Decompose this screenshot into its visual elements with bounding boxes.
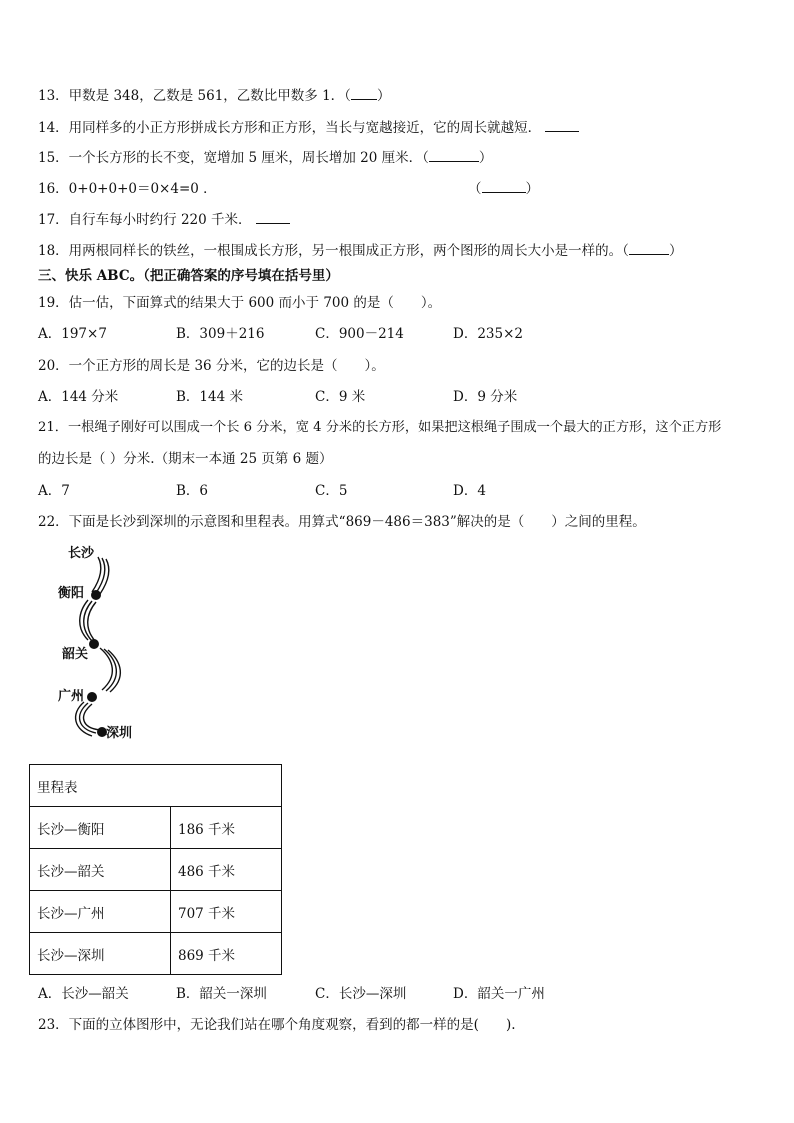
question-15: 15．一个长方形的长不变，宽增加 5 厘米，周长增加 20 厘米．（ ） [38,150,493,166]
question-23: 23．下面的立体图形中，无论我们站在哪个角度观察，看到的都一样的是( ). [38,1017,516,1033]
answer-blank[interactable] [351,87,377,100]
question-13-text: 13．甲数是 348，乙数是 561，乙数比甲数多 1．（ [38,88,351,104]
distance-cell: 707 千米 [171,891,282,933]
mileage-table [29,764,282,975]
question-14-text: 14．用同样多的小正方形拼成长方形和正方形，当长与宽越接近，它的周长就越短． [38,120,542,136]
route-map [40,540,160,750]
option-d[interactable]: D．9 分米 [453,389,518,405]
question-22-options [38,982,638,1002]
question-13: 13．甲数是 348，乙数是 561，乙数比甲数多 1．（ ） [38,88,391,104]
question-17-text: 17．自行车每小时约行 220 千米． [38,212,252,228]
option-c[interactable]: C．5 [315,483,348,499]
option-b[interactable]: B．144 米 [176,389,243,405]
table-row [30,849,282,891]
option-d[interactable]: D．韶关一广州 [453,986,545,1002]
option-b[interactable]: B．6 [176,483,209,499]
city-label-shenzhen: 深圳 [106,726,133,741]
answer-blank[interactable] [629,242,669,255]
distance-cell: 486 千米 [171,849,282,891]
question-18-text: 18．用两根同样长的铁丝，一根围成长方形，另一根围成正方形，两个图形的周长大小是一样的。（ [38,243,629,259]
question-21-line2: 的边长是（ ）分米.（期末一本通 25 页第 6 题） [38,451,333,467]
city-label-hengyang: 衡阳 [58,586,85,601]
question-20-options [38,385,638,405]
city-label-guangzhou: 广州 [58,689,85,704]
answer-blank[interactable] [482,180,526,193]
station-dot [87,692,97,702]
route-cell: 长沙—韶关 [30,849,171,891]
answer-blank[interactable] [545,119,579,132]
station-dot [91,590,101,600]
option-d[interactable]: D．235×2 [453,326,523,342]
question-16-text: 16．0+0+0+0＝0×4=0 ． [38,181,217,197]
city-label-changsha: 长沙 [68,546,95,561]
table-row [30,807,282,849]
option-a[interactable]: A．144 分米 [38,389,119,405]
question-21-options [38,479,638,499]
option-b[interactable]: B．309＋216 [176,326,265,342]
option-a[interactable]: A．7 [38,483,70,499]
question-22: 22．下面是长沙到深圳的示意图和里程表。用算式“869－486＝383”解决的是（ ）之间的里程。 [38,514,646,530]
route-cell: 长沙—深圳 [30,933,171,975]
table-row [30,891,282,933]
option-a[interactable]: A．长沙—韶关 [38,986,129,1002]
question-16: 16．0+0+0+0＝0×4=0 ． （ ） [38,181,539,197]
route-cell: 长沙—广州 [30,891,171,933]
question-19: 19．估一估，下面算式的结果大于 600 而小于 700 的是（ ）。 [38,295,442,311]
distance-cell: 869 千米 [171,933,282,975]
question-21-line1: 21．一根绳子刚好可以围成一个长 6 分米，宽 4 分米的长方形，如果把这根绳子围成一个最大的正方形，这个正方形 [38,420,722,435]
answer-blank[interactable] [429,149,479,162]
question-17 [38,208,290,228]
route-cell: 长沙—衡阳 [30,807,171,849]
option-d[interactable]: D．4 [453,483,486,499]
table-row [30,933,282,975]
answer-blank[interactable] [256,211,290,224]
option-b[interactable]: B．韶关一深圳 [176,986,267,1002]
station-dot [89,639,99,649]
question-19-options [38,322,638,342]
option-c[interactable]: C．9 米 [315,389,366,405]
city-label-shaoguan: 韶关 [62,647,89,662]
table-title-row [30,765,282,807]
question-15-text: 15．一个长方形的长不变，宽增加 5 厘米，周长增加 20 厘米．（ [38,150,429,166]
option-c[interactable]: C．900－214 [315,326,404,342]
option-c[interactable]: C．长沙—深圳 [315,986,407,1002]
question-14 [38,116,579,136]
question-18: 18．用两根同样长的铁丝，一根围成长方形，另一根围成正方形，两个图形的周长大小是一样的。（ ） [38,243,683,259]
option-a[interactable]: A．197×7 [38,326,107,342]
section-heading: 三、快乐 ABC。（把正确答案的序号填在括号里） [38,268,339,284]
table-title: 里程表 [30,765,282,807]
distance-cell: 186 千米 [171,807,282,849]
question-20: 20．一个正方形的周长是 36 分米，它的边长是（ ）。 [38,358,385,374]
railway-route-drawing [40,540,160,750]
